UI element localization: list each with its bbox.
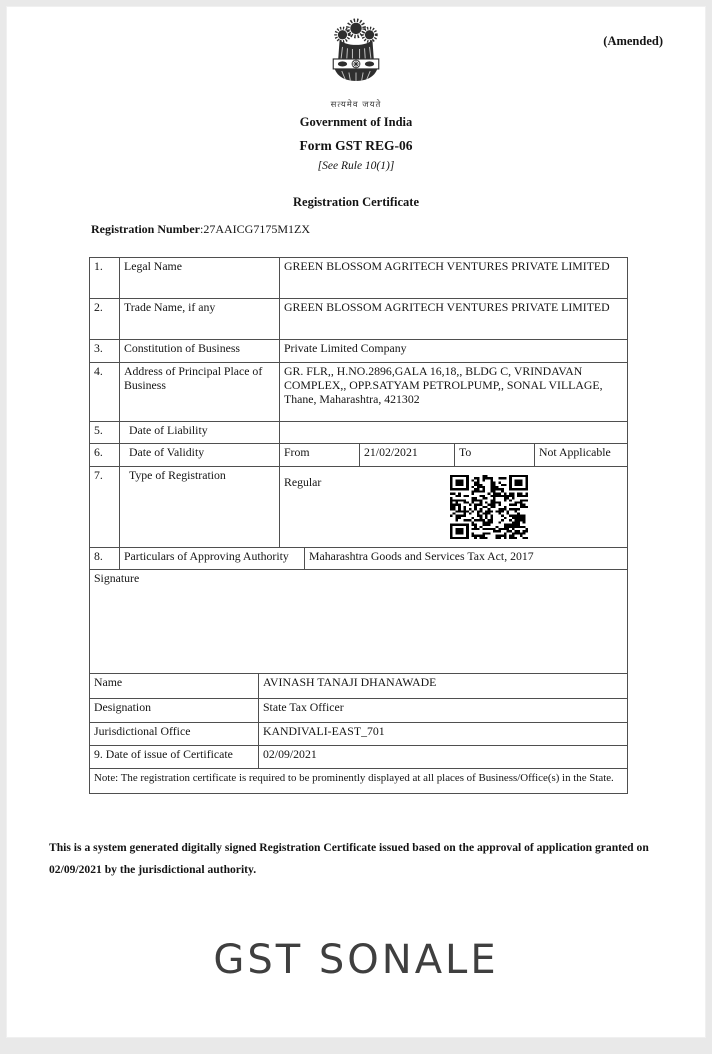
form-name-heading: Form GST REG-06	[299, 138, 413, 153]
note-text: Note: The registration certificate is required to be prominently displayed at all places of Business/Office(s) in the State.	[94, 772, 614, 784]
table-row-note	[90, 769, 627, 793]
row-number: 3.	[90, 340, 120, 362]
row-label: Type of Registration	[120, 467, 280, 547]
signature-area: Signature	[94, 571, 140, 585]
india-emblem-icon	[324, 15, 388, 93]
table-row-designation	[90, 699, 627, 723]
emblem-block	[7, 15, 705, 110]
government-of-india-heading: Government of India	[299, 115, 413, 129]
brand-watermark: GST SONALE	[213, 937, 499, 983]
constitution-value: Private Limited Company	[284, 341, 407, 355]
table-row-jurisdictional-office	[90, 723, 627, 746]
registration-number-line	[91, 222, 310, 237]
row-number: 1.	[90, 258, 120, 298]
row-label: Date of Validity	[120, 444, 280, 466]
row-number: 8.	[90, 548, 120, 569]
table-row-constitution	[90, 340, 627, 363]
row-label: Legal Name	[120, 258, 280, 298]
registration-number-value: :27AAICG7175M1ZX	[199, 222, 310, 236]
amended-tag: (Amended)	[603, 34, 663, 48]
table-row-date-of-issue	[90, 746, 627, 769]
system-generated-statement: This is a system generated digitally signed Registration Certificate issued based on the approval of application granted on 02/09/2021 by the jurisdictional authority.	[49, 841, 649, 876]
certificate-title: Registration Certificate	[293, 195, 419, 209]
address-value: GR. FLR,, H.NO.2896,GALA 16,18,, BLDG C, VRINDAVAN COMPLEX,, OPP.SATYAM PETROLPUMP,, SONAL VILLAGE, Thane, Maharashtra, 421302	[284, 364, 603, 406]
row-label: Jurisdictional Office	[90, 723, 259, 745]
table-row-date-of-validity	[90, 444, 627, 467]
row-label: Particulars of Approving Authority	[120, 548, 305, 569]
row-label: 9. Date of issue of Certificate	[90, 746, 259, 768]
row-label: Designation	[90, 699, 259, 722]
officer-name-value: AVINASH TANAJI DHANAWADE	[263, 675, 437, 689]
row-number: 6.	[90, 444, 120, 466]
validity-to-value: Not Applicable	[539, 445, 611, 459]
table-row-address	[90, 363, 627, 422]
row-number: 4.	[90, 363, 120, 421]
designation-value: State Tax Officer	[263, 700, 344, 714]
registration-number-label: Registration Number	[91, 222, 200, 236]
certificate-page	[6, 6, 706, 1038]
row-label: Date of Liability	[120, 422, 280, 443]
table-row-trade-name	[90, 299, 627, 340]
row-label: Constitution of Business	[120, 340, 280, 362]
table-row-signature	[90, 570, 627, 674]
date-of-liability-value	[280, 422, 627, 443]
row-number: 2.	[90, 299, 120, 339]
legal-name-value: GREEN BLOSSOM AGRITECH VENTURES PRIVATE LIMITED	[284, 259, 610, 273]
validity-from-value: 21/02/2021	[360, 444, 455, 466]
registration-type-cell	[280, 467, 627, 547]
row-number: 7.	[90, 467, 120, 547]
registration-type-value: Regular	[284, 475, 322, 489]
table-row-approving-authority	[90, 548, 627, 570]
row-number: 5.	[90, 422, 120, 443]
validity-to-label: To	[455, 444, 535, 466]
table-row-legal-name	[90, 258, 627, 299]
trade-name-value: GREEN BLOSSOM AGRITECH VENTURES PRIVATE LIMITED	[284, 300, 610, 314]
jurisdictional-office-value: KANDIVALI-EAST_701	[263, 724, 385, 738]
certificate-table	[89, 257, 628, 794]
validity-from-label: From	[280, 444, 360, 466]
row-label: Trade Name, if any	[120, 299, 280, 339]
qr-code	[450, 475, 528, 539]
table-row-name	[90, 674, 627, 699]
issue-date-value: 02/09/2021	[263, 747, 317, 761]
document-headings	[7, 115, 705, 210]
approving-authority-value: Maharashtra Goods and Services Tax Act, 2017	[309, 549, 534, 563]
row-label: Address of Principal Place of Business	[120, 363, 280, 421]
table-row-date-of-liability	[90, 422, 627, 444]
table-row-type-of-registration	[90, 467, 627, 548]
row-label: Name	[90, 674, 259, 698]
emblem-motto: सत्यमेव जयते	[330, 100, 382, 110]
rule-reference: [See Rule 10(1)]	[317, 160, 395, 172]
